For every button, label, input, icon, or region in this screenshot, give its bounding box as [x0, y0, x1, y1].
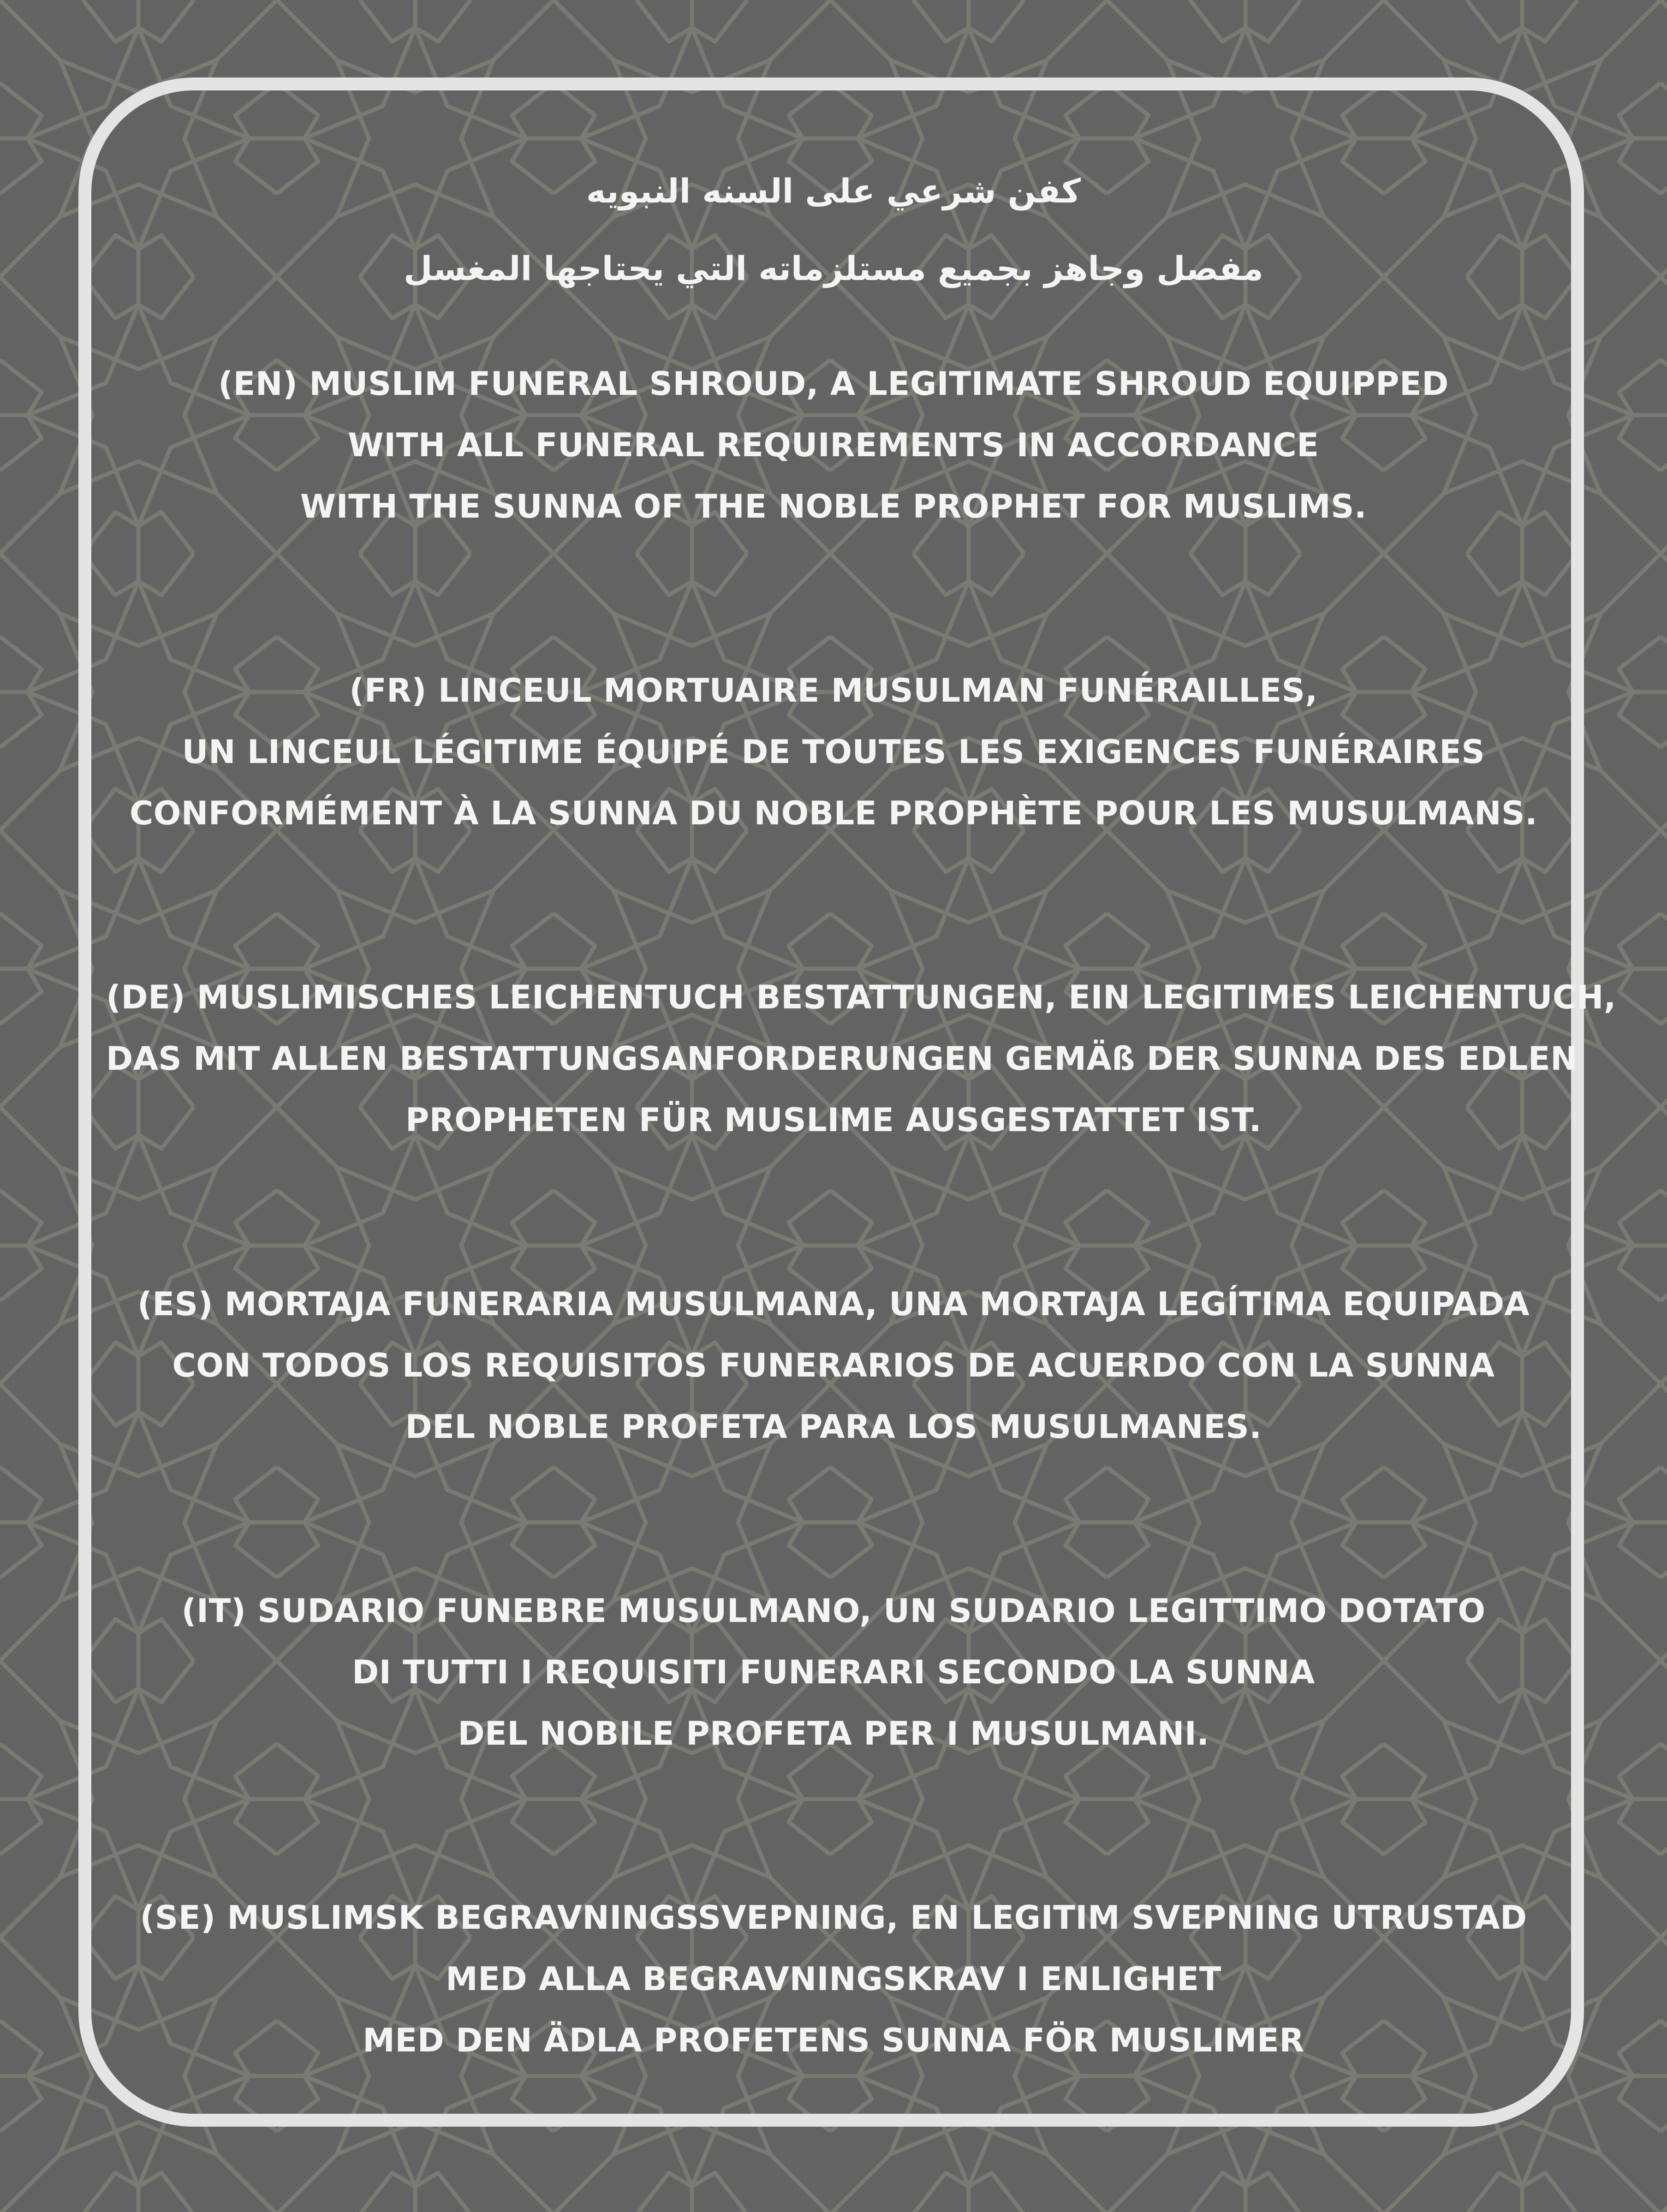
text-line: (IT) SUDARIO FUNEBRE MUSULMANO, UN SUDARIO LEGITTIMO DOTATO: [181, 1592, 1486, 1630]
text-line: (DE) MUSLIMISCHES LEICHENTUCH BESTATTUNGEN, EIN LEGITIMES LEICHENTUCH,: [106, 978, 1617, 1016]
text-line: DEL NOBILE PROFETA PER I MUSULMANI.: [458, 1715, 1209, 1753]
text-line: (EN) MUSLIM FUNERAL SHROUD, A LEGITIMATE SHROUD EQUIPPED: [218, 365, 1449, 403]
arabic-heading: [106, 152, 1561, 307]
text-line: PROPHETEN FÜR MUSLIME AUSGESTATTET IST.: [405, 1101, 1262, 1139]
text-line: (ES) MORTAJA FUNERARIA MUSULMANA, UNA MORTAJA LEGÍTIMA EQUIPADA: [137, 1285, 1530, 1323]
text-line: (FR) LINCEUL MORTUAIRE MUSULMAN FUNÉRAILLES,: [349, 672, 1318, 710]
text-line: MED DEN ÄDLA PROFETENS SUNNA FÖR MUSLIMER: [363, 2021, 1304, 2059]
text-line: MED ALLA BEGRAVNINGSKRAV I ENLIGHET: [446, 1960, 1221, 1998]
text-line: DI TUTTI I REQUISITI FUNERARI SECONDO LA SUNNA: [352, 1653, 1315, 1691]
content-area: [106, 152, 1617, 2071]
italian-paragraph: [106, 1580, 1561, 1765]
french-paragraph: [106, 660, 1561, 844]
english-paragraph: [106, 353, 1561, 537]
arabic-title-line-1: كفن شرعي على السنه النبويه: [586, 172, 1081, 210]
text-line: UN LINCEUL LÉGITIME ÉQUIPÉ DE TOUTES LES EXIGENCES FUNÉRAIRES: [182, 733, 1485, 771]
text-line: DEL NOBLE PROFETA PARA LOS MUSULMANES.: [405, 1408, 1262, 1446]
text-line: DAS MIT ALLEN BESTATTUNGSANFORDERUNGEN GEMÄß DER SUNNA DES EDLEN: [106, 1040, 1578, 1078]
text-line: WITH THE SUNNA OF THE NOBLE PROPHET FOR MUSLIMS.: [300, 488, 1367, 525]
spanish-paragraph: [106, 1274, 1561, 1458]
text-line: WITH ALL FUNERAL REQUIREMENTS IN ACCORDANCE: [348, 426, 1319, 464]
text-line: CON TODOS LOS REQUISITOS FUNERARIOS DE ACUERDO CON LA SUNNA: [172, 1347, 1495, 1384]
swedish-paragraph: [106, 1887, 1561, 2071]
arabic-title-line-2: مفصل وجاهز بجميع مستلزماته التي يحتاجها المغسل: [404, 249, 1263, 288]
text-line: (SE) MUSLIMSK BEGRAVNINGSSVEPNING, EN LEGITIM SVEPNING UTRUSTAD: [140, 1899, 1527, 1937]
german-paragraph: [106, 967, 1617, 1151]
text-line: CONFORMÉMENT À LA SUNNA DU NOBLE PROPHÈTE POUR LES MUSULMANS.: [129, 794, 1538, 832]
